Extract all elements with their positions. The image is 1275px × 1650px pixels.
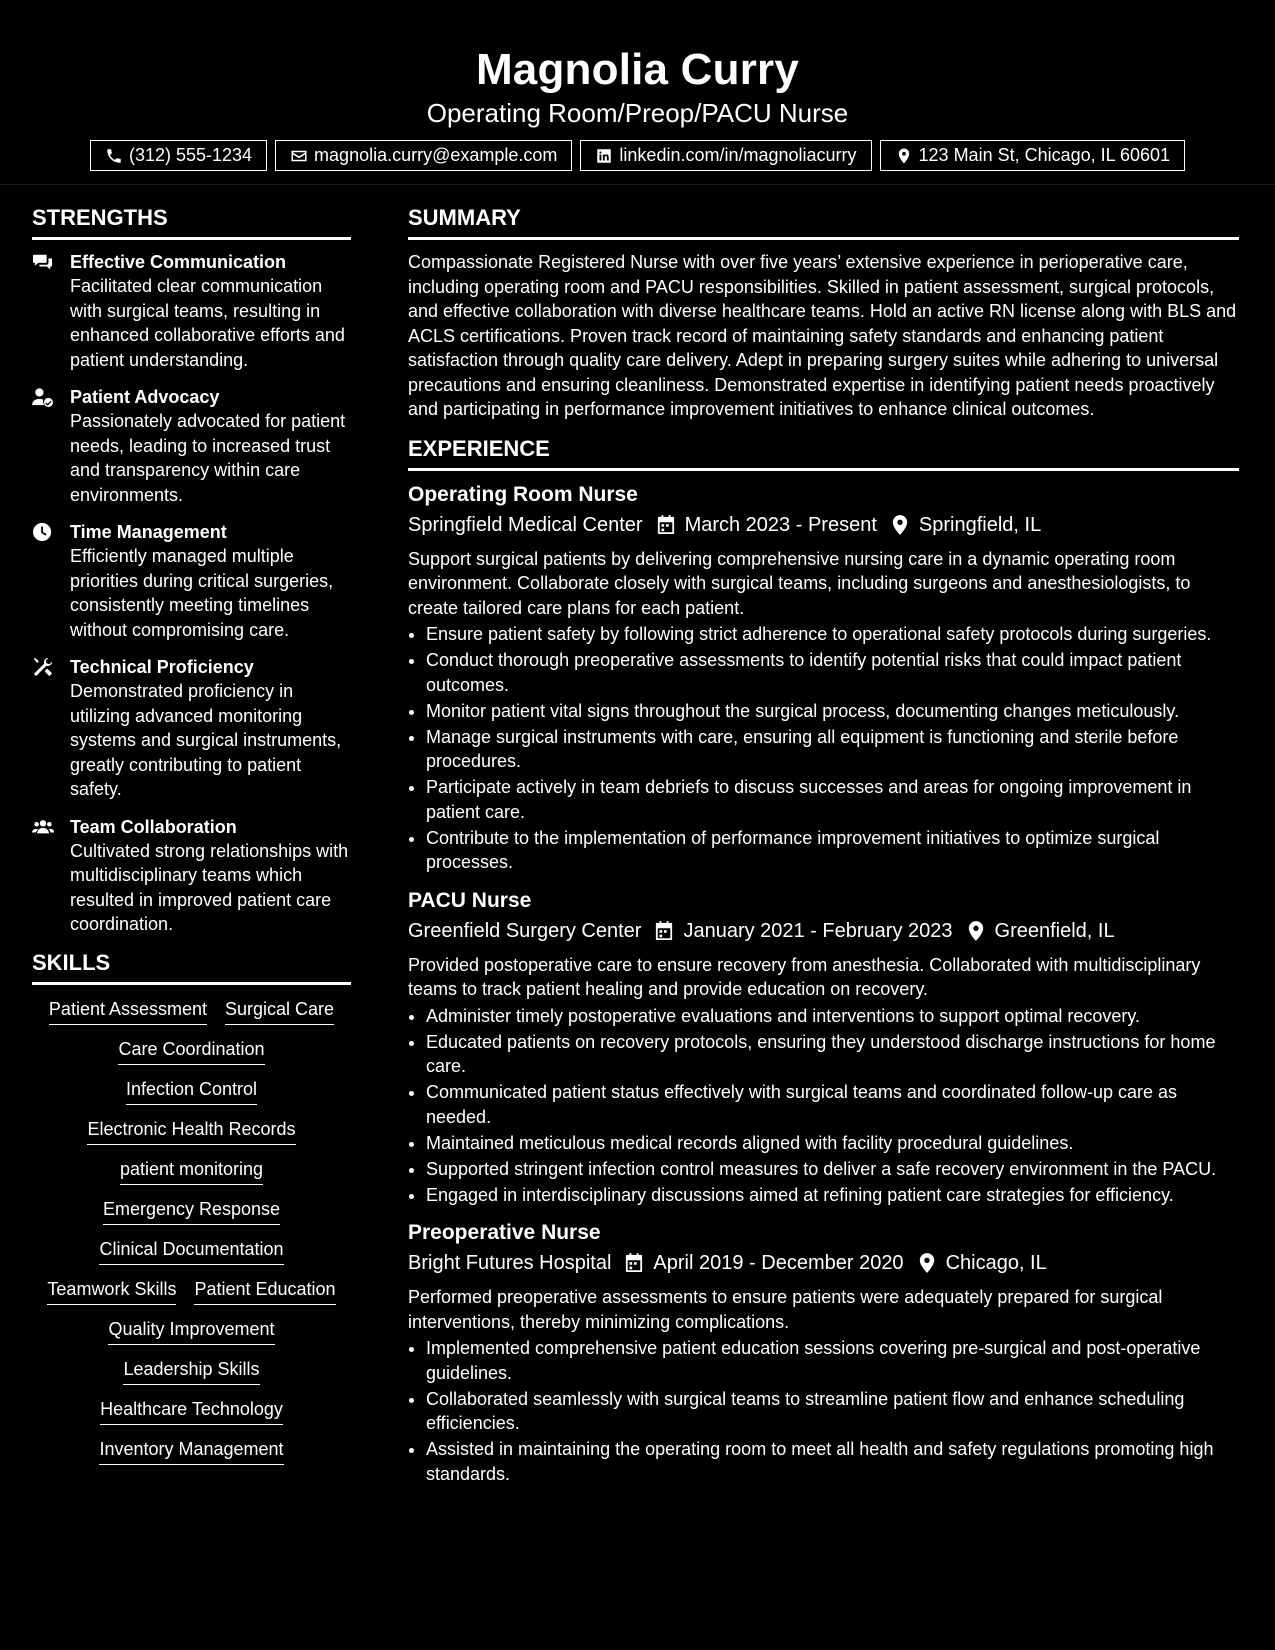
contact-bar xyxy=(0,140,1275,171)
envelope-icon xyxy=(290,147,308,165)
skill-tag: Teamwork Skills xyxy=(47,1275,176,1305)
contact-linkedin-text: linkedin.com/in/magnoliacurry xyxy=(619,145,857,165)
job-bullet: • Manage surgical instruments with care, ensuring all equipment is functioning and sterile before procedures. xyxy=(426,725,1239,774)
job-bullet: • Ensure patient safety by following strict adherence to operational safety protocols during surgeries. xyxy=(426,622,1239,647)
candidate-title: Operating Room/Preop/PACU Nurse xyxy=(426,98,849,128)
job-entry xyxy=(408,1219,1239,1486)
job-bullet: • Contribute to the implementation of performance improvement initiatives to optimize surgical processes. xyxy=(426,826,1239,875)
left-column xyxy=(32,205,351,1475)
contact-phone-text: (312) 555-1234 xyxy=(128,145,253,165)
skill-row xyxy=(32,1235,351,1275)
job-bullet: • Administer timely postoperative evaluations and interventions to support optimal recovery. xyxy=(426,1004,1239,1029)
strength-desc: Efficiently managed multiple priorities during critical surgeries, consistently meeting timelines without compromising care. xyxy=(70,546,334,640)
job-bullet: • Communicated patient status effectively with surgical teams and coordinated follow-up care as needed. xyxy=(426,1080,1239,1129)
job-meta xyxy=(408,915,1239,947)
skill-row xyxy=(32,1155,351,1195)
job-bullet: • Engaged in interdisciplinary discussions aimed at refining patient care strategies for efficiency. xyxy=(426,1183,1239,1208)
map-pin-icon xyxy=(895,147,913,165)
strength-title: Effective Communication xyxy=(70,252,287,272)
skill-tag: Clinical Documentation xyxy=(99,1235,283,1265)
strength-item xyxy=(32,250,351,372)
skill-tag: Patient Education xyxy=(194,1275,335,1305)
job-bullet: • Assisted in maintaining the operating room to meet all health and safety regulations promoting high standards. xyxy=(426,1437,1239,1486)
linkedin-icon xyxy=(595,147,613,165)
contact-address xyxy=(880,140,1186,171)
skill-tag: Healthcare Technology xyxy=(100,1395,283,1425)
job-description: Performed preoperative assessments to ensure patients were adequately prepared for surgical interventions, thereby minimizing complications. xyxy=(408,1287,1163,1332)
strength-title: Technical Proficiency xyxy=(70,657,254,677)
skill-row xyxy=(32,1275,351,1315)
strength-item xyxy=(32,655,351,802)
experience-list xyxy=(408,481,1239,1487)
strength-title: Time Management xyxy=(70,522,227,542)
job-bullet: • Supported stringent infection control measures to deliver a safe recovery environment in the PACU. xyxy=(426,1157,1239,1182)
skill-tag: Emergency Response xyxy=(103,1195,280,1225)
strength-desc: Demonstrated proficiency in utilizing advanced monitoring systems and surgical instruments, greatly contributing to patient safety. xyxy=(70,681,342,799)
skill-tag: Infection Control xyxy=(126,1075,257,1105)
strength-title: Team Collaboration xyxy=(70,816,237,837)
strength-desc: Passionately advocated for patient needs, leading to increased trust and transparency within care environments. xyxy=(70,411,346,505)
job-entry xyxy=(408,481,1239,875)
job-bullet: • Maintained meticulous medical records aligned with facility procedural guidelines. xyxy=(426,1131,1239,1156)
skill-row xyxy=(32,1195,351,1235)
strength-title: Patient Advocacy xyxy=(70,387,220,407)
header-divider xyxy=(0,184,1275,185)
calendar-icon xyxy=(625,1253,643,1273)
contact-linkedin[interactable] xyxy=(580,140,871,171)
skills-list xyxy=(32,995,351,1475)
experience-heading: EXPERIENCE xyxy=(408,436,1239,471)
job-company: Greenfield Surgery Center xyxy=(408,919,642,942)
job-location: Springfield, IL xyxy=(918,513,1042,536)
job-bullet: • Participate actively in team debriefs to discuss successes and areas for ongoing improvement in patient care. xyxy=(426,775,1239,824)
skill-row xyxy=(32,1115,351,1155)
skill-tag: patient monitoring xyxy=(120,1155,263,1185)
job-company: Springfield Medical Center xyxy=(408,513,643,536)
job-description: Provided postoperative care to ensure recovery from anesthesia. Collaborated with multidisciplinary teams to track patient healing and provide education on recovery. xyxy=(408,954,1201,999)
skills-heading: SKILLS xyxy=(32,950,351,985)
job-bullets xyxy=(408,1004,1239,1208)
skill-row xyxy=(32,1355,351,1395)
job-company: Bright Futures Hospital xyxy=(408,1252,612,1274)
skill-tag: Leadership Skills xyxy=(123,1355,259,1385)
job-entry xyxy=(408,887,1239,1208)
candidate-name: Magnolia Curry xyxy=(475,45,800,94)
summary-heading: SUMMARY xyxy=(408,205,1239,240)
skill-row xyxy=(32,1035,351,1075)
job-location: Chicago, IL xyxy=(945,1252,1047,1274)
map-pin-icon xyxy=(918,1253,936,1273)
contact-email-text: magnolia.curry@example.com xyxy=(314,145,558,165)
job-bullet: • Educated patients on recovery protocols, ensuring they understood discharge instructions for home care. xyxy=(426,1030,1239,1079)
skill-row xyxy=(32,1395,351,1435)
job-description: Support surgical patients by delivering comprehensive nursing care in a dynamic operating room environment. Collaborate closely with surgical teams, including surgeons and anesthesiologists, to create tailored care plans for each patient. xyxy=(408,548,1191,618)
tools-icon xyxy=(32,657,54,677)
strength-item xyxy=(32,815,351,937)
skill-row xyxy=(32,1315,351,1355)
skill-row xyxy=(32,995,351,1035)
summary-text: Compassionate Registered Nurse with over five years’ extensive experience in perioperative care, including operating room and PACU responsibilities. Skilled in patient assessment, surgical protocols, and effective collaboration with diverse healthcare teams. Hold an active RN license along with BLS and ACLS certifications. Proven track record of maintaining safety standards and enhancing patient satisfaction through quality care delivery. Adept in preparing surgery suites while adhering to universal precautions and ensuring cleanliness. Demonstrated expertise in identifying patient needs proactively and participating in performance improvement initiatives to enhance clinical outcomes. xyxy=(408,252,1237,419)
job-bullets xyxy=(408,622,1239,875)
job-title: Preoperative Nurse xyxy=(408,1221,601,1244)
skill-tag: Electronic Health Records xyxy=(87,1115,295,1145)
strength-desc: Facilitated clear communication with surgical teams, resulting in enhanced collaborative efforts and patient understanding. xyxy=(70,276,345,370)
strengths-heading: STRENGTHS xyxy=(32,205,351,240)
contact-email[interactable] xyxy=(275,140,572,171)
map-pin-icon xyxy=(967,921,985,941)
skill-tag: Patient Assessment xyxy=(49,995,207,1025)
clock-icon xyxy=(32,522,54,542)
job-meta xyxy=(408,509,1239,541)
skill-tag: Inventory Management xyxy=(99,1435,283,1465)
skill-tag: Quality Improvement xyxy=(108,1315,274,1345)
resume-header xyxy=(0,0,1275,185)
job-bullet: • Implemented comprehensive patient education sessions covering pre-surgical and post-operative guidelines. xyxy=(426,1336,1239,1385)
job-location: Greenfield, IL xyxy=(994,919,1115,942)
job-title: Operating Room Nurse xyxy=(408,482,638,506)
job-bullet: • Conduct thorough preoperative assessments to identify potential risks that could impact patient outcomes. xyxy=(426,648,1239,697)
user-check-icon xyxy=(32,387,54,407)
skill-row xyxy=(32,1435,351,1475)
job-bullet: • Collaborated seamlessly with surgical teams to streamline patient flow and enhance scheduling efficiencies. xyxy=(426,1387,1239,1436)
contact-phone[interactable] xyxy=(90,140,267,171)
users-icon xyxy=(32,817,54,837)
job-meta xyxy=(408,1247,1239,1279)
strength-desc: Cultivated strong relationships with multidisciplinary teams which resulted in improved patient care coordination. xyxy=(70,840,349,934)
job-bullet: • Monitor patient vital signs throughout the surgical process, documenting changes meticulously. xyxy=(426,699,1239,724)
right-column xyxy=(408,205,1239,1498)
job-dates: January 2021 - February 2023 xyxy=(683,919,953,942)
job-bullets xyxy=(408,1336,1239,1486)
map-pin-icon xyxy=(891,515,909,535)
skill-row xyxy=(32,1075,351,1115)
contact-address-text: 123 Main St, Chicago, IL 60601 xyxy=(918,145,1171,165)
job-dates: March 2023 - Present xyxy=(684,513,877,536)
job-title: PACU Nurse xyxy=(408,888,532,912)
skill-tag: Surgical Care xyxy=(225,995,334,1025)
skill-tag: Care Coordination xyxy=(118,1035,264,1065)
calendar-icon xyxy=(657,515,675,535)
job-dates: April 2019 - December 2020 xyxy=(653,1252,904,1274)
comments-icon xyxy=(32,252,54,272)
phone-icon xyxy=(105,147,123,165)
calendar-icon xyxy=(655,921,673,941)
strength-item xyxy=(32,520,351,642)
strength-item xyxy=(32,385,351,507)
